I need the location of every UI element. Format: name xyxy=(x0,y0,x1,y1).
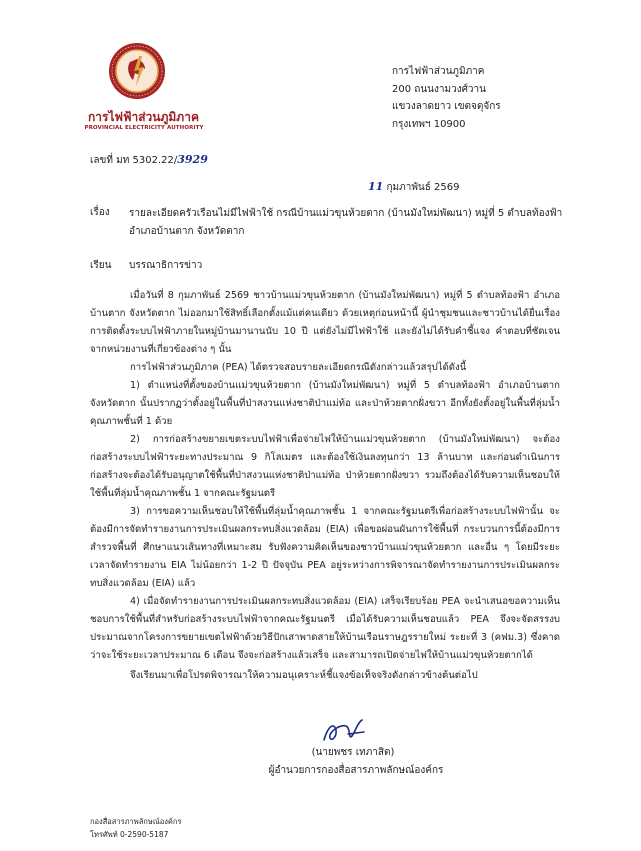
signer-name: (นายพชร เทภาสิต) xyxy=(311,747,395,758)
footer-contact xyxy=(90,815,182,841)
footer-department: กองสื่อสารภาพลักษณ์องค์กร xyxy=(90,817,182,826)
pea-emblem-icon xyxy=(108,42,166,100)
closing-paragraph: จึงเรียนมาเพื่อโปรดพิจารณาให้ความอนุเคราะห์ชี้แจงข้อเท็จจริงดังกล่าวข้างต้นต่อไป xyxy=(130,670,478,681)
footer-phone: โทรศัพท์ 0-2590-5187 xyxy=(90,830,169,839)
subject-label: เรื่อง xyxy=(90,207,110,218)
subject-text xyxy=(129,205,569,241)
address-line: การไฟฟ้าส่วนภูมิภาค xyxy=(392,66,485,77)
body-paragraph: เมื่อวันที่ 8 กุมภาพันธ์ 2569 ชาวบ้านแม่วขุนห้วยตาก (บ้านมังใหม่พัฒนา) หมู่ที่ 5 ตำบลท้องฟ้า อำเภอบ้านตาก จังหวัดตาก ไม่ออกมาใช้สิทธิ์เลือกตั้งแม้แต่คนเดียว ด้วยเหตุก่อนหน้านี้ ผู้นำชุมชนและชาวบ้านได้ยื่นเรื่องการติดตั้งระบบไฟฟ้าภายในหมู่บ้านมานานนับ 10 ปี แต่ยังไม่มีไฟฟ้าใช้ และยังไม่ได้รับคำชี้แจง คำตอบที่ชัดเจนจากหน่วยงานที่เกี่ยวข้องต่าง ๆ นั้น xyxy=(90,290,560,355)
body-paragraph: 4) เมื่อจัดทำรายงานการประเมินผลกระทบสิ่งแวดล้อม (EIA) เสร็จเรียบร้อย PEA จะนำเสนอขอความเห็นชอบการใช้พื้นที่สำหรับก่อสร้างระบบไฟฟ้าจากคณะรัฐมนตรี เมื่อได้รับความเห็นชอบแล้ว PEA จึงจะจัดสรรงบประมาณจากโครงการขยายเขตไฟฟ้าด้วยวิธีปักเสาพาดสายให้บ้านเรือนราษฎรรายใหม่ ระยะที่ 3 (คฟม.3) ซึ่งคาดว่าจะใช้ระยะเวลาประมาณ 6 เดือน จึงจะก่อสร้างแล้วเสร็จ และสามารถเปิดจ่ายไฟให้บ้านแม่วขุนห้วยตากได้ xyxy=(90,596,560,661)
address-line: กรุงเทพฯ 10900 xyxy=(392,118,466,130)
document-number xyxy=(90,153,208,168)
body-paragraph: 2) การก่อสร้างขยายเขตระบบไฟฟ้าเพื่อจ่ายไฟให้บ้านแม่วขุนห้วยตาก (บ้านมังใหม่พัฒนา) จะต้องก่อสร้างระบบไฟฟ้าระยะทางประมาณ 9 กิโลเมตร และต้องใช้เงินลงทุนกว่า 13 ล้านบาท และก่อนดำเนินการก่อสร้างจะต้องได้รับอนุญาตใช้พื้นที่ป่าสงวนแห่งชาติป่าแม่ท้อ ป่าห้วยตากฝั่งขวา รวมถึงต้องได้รับความเห็นชอบให้ใช้พื้นที่ลุ่มน้ำคุณภาพชั้น 1 จากคณะรัฐมนตรี xyxy=(90,434,560,499)
letter-body xyxy=(90,287,560,685)
letter-date xyxy=(368,180,460,195)
body-paragraph: 1) ตำแหน่งที่ตั้งของบ้านแม่วขุนห้วยตาก (บ้านมังใหม่พัฒนา) หมู่ที่ 5 ตำบลท้องฟ้า อำเภอบ้านตาก จังหวัดตาก นั้นปรากฏว่าตั้งอยู่ในพื้นที่ป่าสงวนแห่งชาติป่าแม่ท้อ และป่าห้วยตากฝั่งขวา อีกทั้งยังตั้งอยู่ในพื้นที่ลุ่มน้ำคุณภาพชั้นที่ 1 ด้วย xyxy=(90,380,560,427)
date-month-year: กุมภาพันธ์ 2569 xyxy=(383,182,460,193)
recipient-value: บรรณาธิการข่าว xyxy=(129,260,203,271)
org-name-english: PROVINCIAL ELECTRICITY AUTHORITY xyxy=(84,125,204,131)
address-line: แขวงลาดยาว เขตจตุจักร xyxy=(392,101,501,112)
sender-address xyxy=(392,63,501,133)
date-day-handwritten: 11 xyxy=(368,180,384,193)
address-line: 200 ถนนงามวงศ์วาน xyxy=(392,83,486,95)
signer-title: ผู้อำนวยการกองสื่อสารภาพลักษณ์องค์กร xyxy=(268,765,444,776)
recipient-label: เรียน xyxy=(90,260,112,271)
body-paragraph: 3) การขอความเห็นชอบให้ใช้พื้นที่ลุ่มน้ำคุณภาพชั้น 1 จากคณะรัฐมนตรีเพื่อก่อสร้างระบบไฟฟ้านั้น จะต้องมีการจัดทำรายงานการประเมินผลกระทบสิ่งแวดล้อม (EIA) เพื่อขอผ่อนผันการใช้พื้นที่ กระบวนการนี้ต้องมีการสำรวจพื้นที่ ศึกษาแนวเส้นทางที่เหมาะสม รับฟังความคิดเห็นของชาวบ้านแม่วขุนห้วยตาก และอื่น ๆ โดยมีระยะเวลาจัดทำรายงาน EIA ไม่น้อยกว่า 1-2 ปี ปัจจุบัน PEA อยู่ระหว่างการพิจารณาจัดทำรายงานการประเมินผลกระทบสิ่งแวดล้อม (EIA) แล้ว xyxy=(90,506,560,589)
body-paragraph: การไฟฟ้าส่วนภูมิภาค (PEA) ได้ตรวจสอบรายละเอียดกรณีดังกล่าวแล้วสรุปได้ดังนี้ xyxy=(130,362,467,373)
org-name-thai: การไฟฟ้าส่วนภูมิภาค xyxy=(88,110,199,124)
subject-line: รายละเอียดครัวเรือนไม่มีไฟฟ้าใช้ กรณีบ้านแม่วขุนห้วยตาก (บ้านมังใหม่พัฒนา) หมู่ที่ 5 ตำบลท้องฟ้า xyxy=(129,208,563,219)
subject-line: อำเภอบ้านตาก จังหวัดตาก xyxy=(129,226,245,237)
document-number-prefix: เลขที่ มท 5302.22/ xyxy=(90,155,178,166)
document-number-handwritten: 3929 xyxy=(177,153,208,166)
